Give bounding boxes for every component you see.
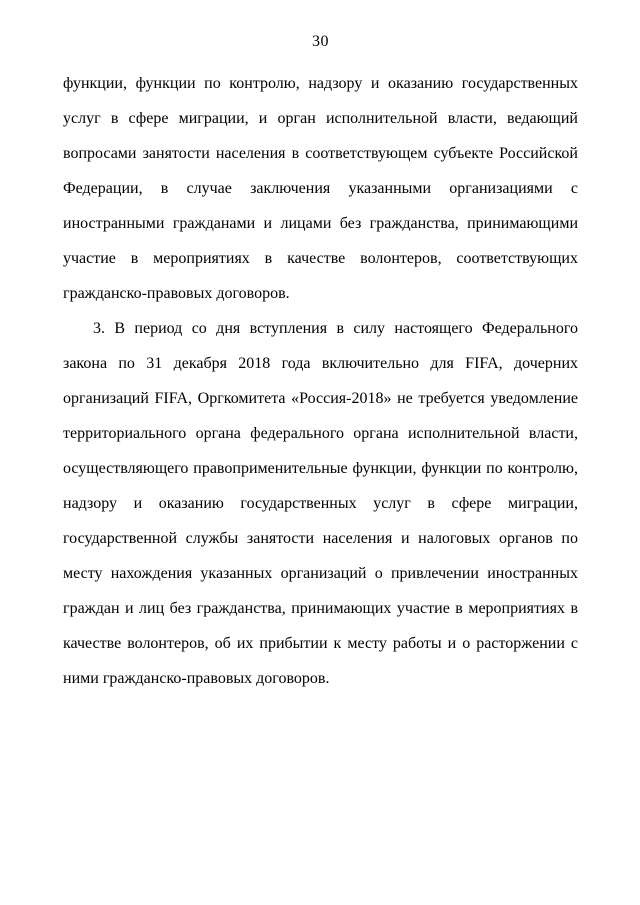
text-line: надзору и оказанию государственных услуг в сфере миграции, [63,495,578,512]
paragraph-item-3 [63,311,578,696]
text-line: гражданско-правовых договоров. [63,285,290,302]
text-line: функции, функции по контролю, надзору и оказанию государственных [63,75,578,92]
text-line: государственной службы занятости населения и налоговых органов по [63,530,578,547]
text-line: 3. В период со дня вступления в силу настоящего Федерального [93,320,578,337]
text-line: граждан и лиц без гражданства, принимающих участие в мероприятиях в [63,600,578,617]
paragraph-continuation [63,66,578,311]
text-line: территориального органа федерального органа исполнительной власти, [63,425,578,442]
document-text [63,66,578,696]
text-line: качестве волонтеров, об их прибытии к месту работы и о расторжении с [63,635,578,652]
text-line: месту нахождения указанных организаций о привлечении иностранных [63,565,578,582]
text-line: участие в мероприятиях в качестве волонтеров, соответствующих [63,250,578,267]
text-line: иностранными гражданами и лицами без гражданства, принимающими [63,215,578,232]
text-line: Федерации, в случае заключения указанными организациями с [63,180,578,197]
text-line: услуг в сфере миграции, и орган исполнительной власти, ведающий [63,110,578,127]
page-number: 30 [312,33,329,50]
text-line: осуществляющего правоприменительные функции, функции по контролю, [63,460,578,477]
text-line: ними гражданско-правовых договоров. [63,670,330,687]
text-line: закона по 31 декабря 2018 года включительно для FIFA, дочерних [63,355,578,372]
text-line: вопросами занятости населения в соответствующем субъекте Российской [63,145,578,162]
text-line: организаций FIFA, Оргкомитета «Россия-2018» не требуется уведомление [63,390,578,407]
